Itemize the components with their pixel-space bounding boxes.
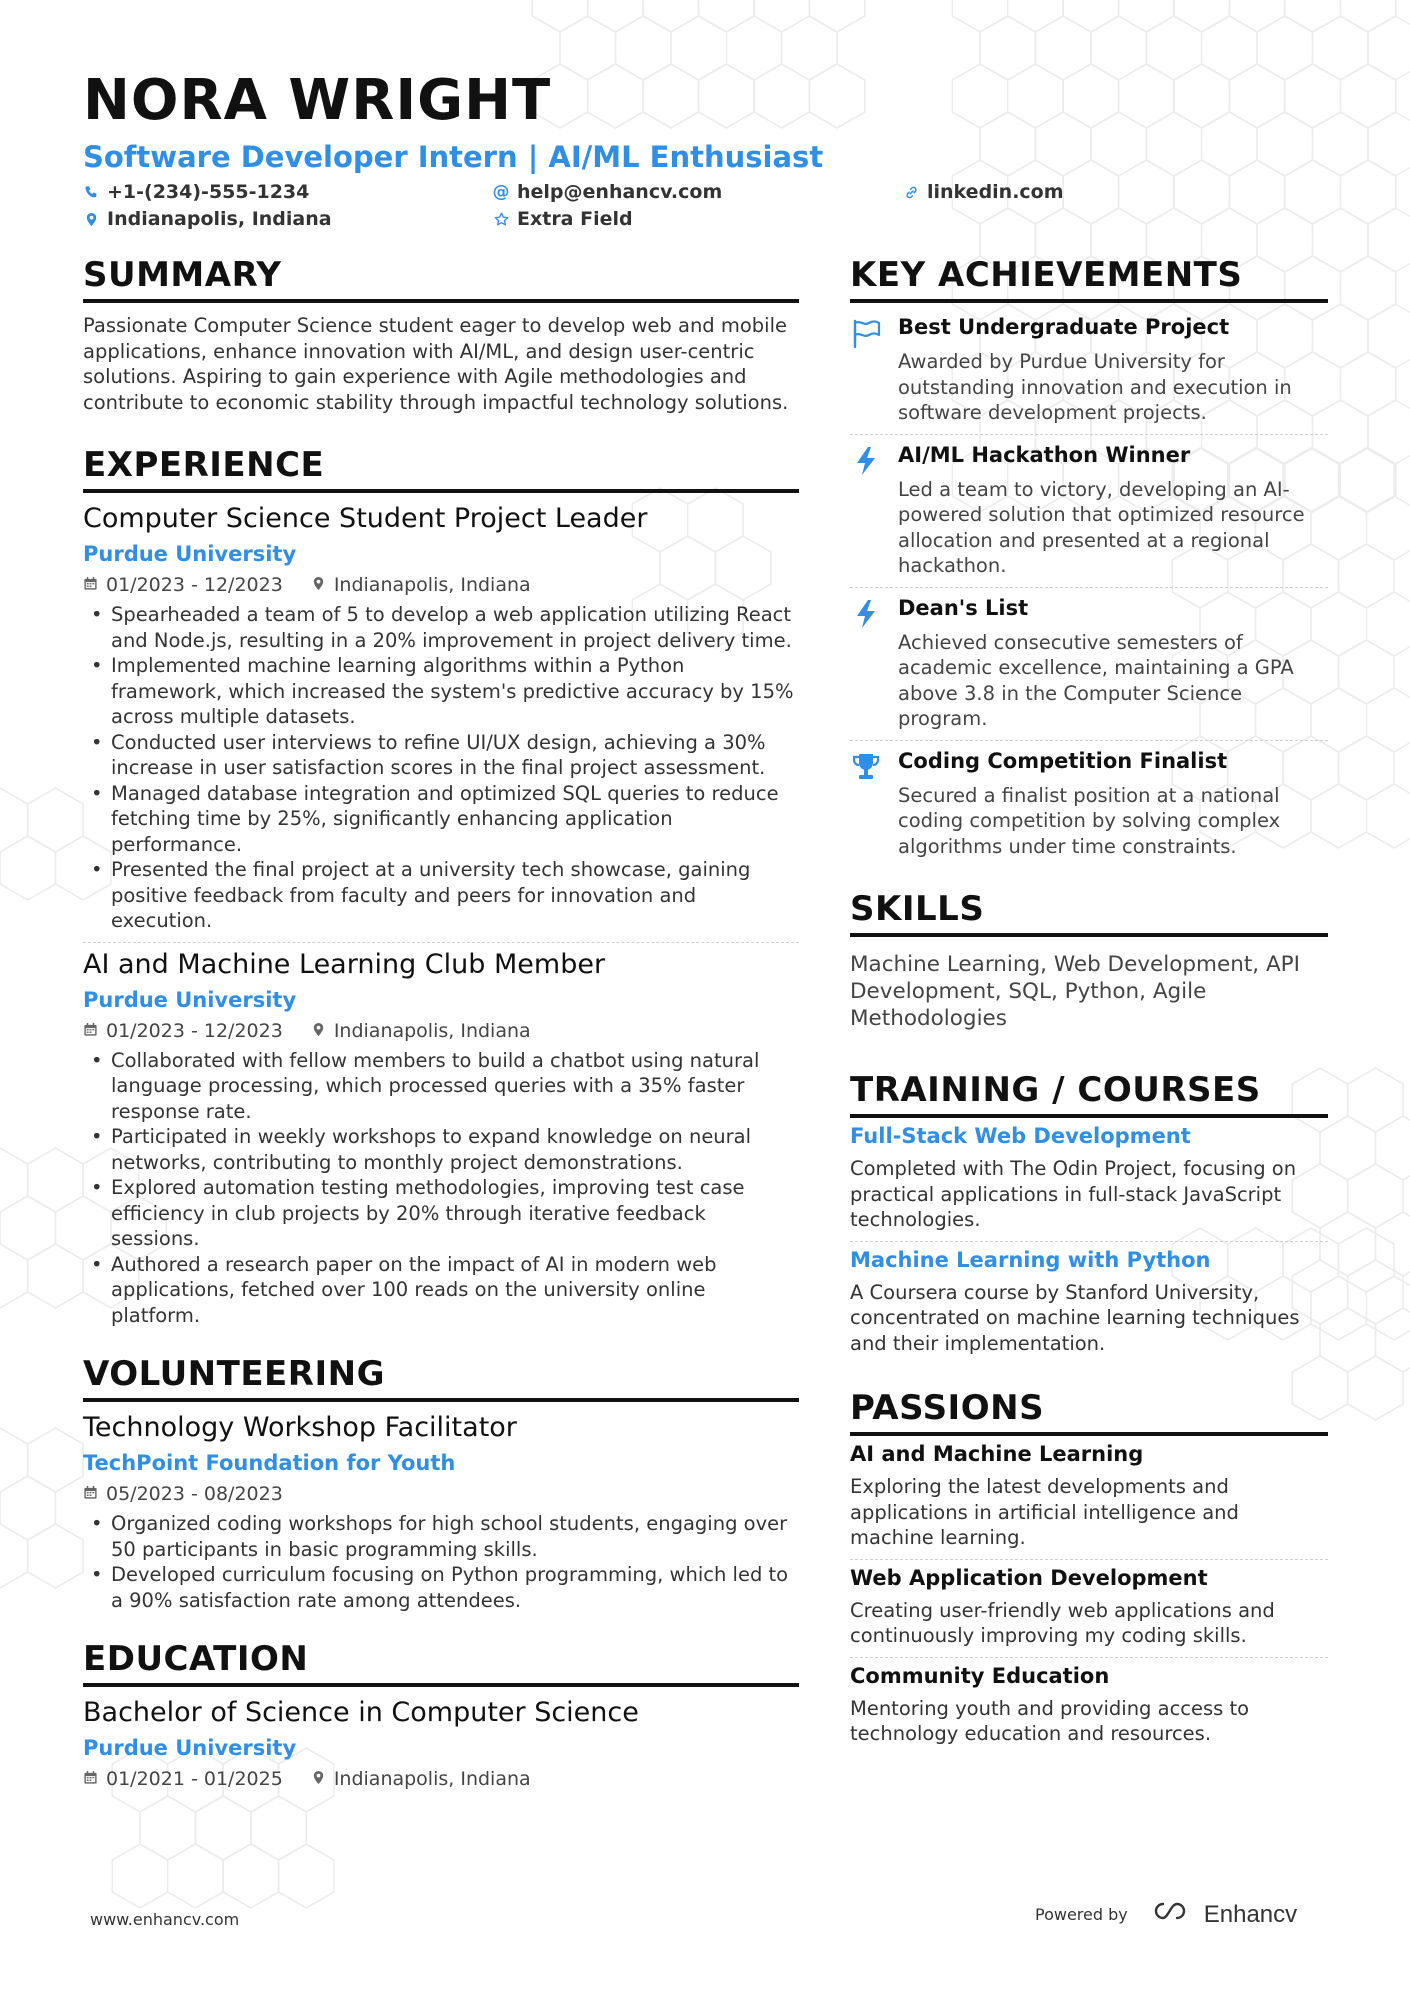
volunteering-heading: VOLUNTEERING (83, 1354, 799, 1402)
job-dates: 01/2023 - 12/2023 (106, 1019, 283, 1042)
job-title: AI and Machine Learning Club Member (83, 948, 606, 980)
passion-item (850, 1442, 1328, 1551)
volunteer-org: TechPoint Foundation for Youth (83, 1451, 456, 1475)
job-bullets (83, 1048, 799, 1329)
education-section (83, 1639, 799, 1790)
achievement-title: Dean's List (898, 595, 1029, 620)
flag-icon (850, 315, 882, 426)
job-meta (83, 1020, 799, 1042)
passion-item (850, 1566, 1328, 1649)
bullet-item: • Participated in weekly workshops to expand knowledge on neural networks, contributing to monthly project demonstrations. (111, 1124, 799, 1175)
extra-field-contact (493, 208, 633, 230)
achievements-section (850, 255, 1328, 867)
brand-name: Enhancv (1203, 1900, 1298, 1928)
passion-desc: Exploring the latest developments and applications in artificial intelligence and machine learning. (850, 1475, 1239, 1549)
experience-heading: EXPERIENCE (83, 445, 799, 493)
job-location: Indianapolis, Indiana (333, 1019, 531, 1042)
calendar-icon (83, 1483, 98, 1505)
passion-title: Web Application Development (850, 1565, 1208, 1590)
enhancv-logo[interactable] (1152, 1900, 1297, 1929)
entry-divider (850, 1559, 1328, 1560)
education-dates: 01/2021 - 01/2025 (106, 1768, 283, 1790)
calendar-icon (83, 1020, 98, 1042)
bullet-item: • Collaborated with fellow members to build a chatbot using natural language processing, which processed queries with a 35% faster response rate. (111, 1048, 799, 1125)
summary-heading: SUMMARY (83, 255, 799, 303)
course-title: Full-Stack Web Development (850, 1124, 1191, 1148)
bullet-item: • Developed curriculum focusing on Python programming, which led to a 90% satisfaction rate among attendees. (111, 1562, 799, 1613)
entry-divider (83, 942, 799, 943)
job-title: Computer Science Student Project Leader (83, 503, 648, 534)
skills-section (850, 889, 1328, 1032)
location-contact (83, 208, 332, 230)
powered-by-text: Powered by (1035, 1905, 1128, 1924)
phone-text: +1-(234)-555-1234 (107, 181, 310, 203)
lightning-icon (850, 596, 882, 732)
course-title: Machine Learning with Python (850, 1247, 1211, 1272)
enhancv-logo-icon (1152, 1900, 1196, 1929)
bullet-item: • Managed database integration and optimized SQL queries to reduce fetching time by 25%, significantly enhancing application performance. (111, 781, 799, 858)
trophy-icon (850, 749, 882, 860)
degree-title: Bachelor of Science in Computer Science (83, 1697, 639, 1728)
course-desc: A Coursera course by Stanford University, concentrated on machine learning techniques and their implementation. (850, 1280, 1300, 1355)
extra-field-text: Extra Field (517, 208, 633, 230)
passion-desc: Mentoring youth and providing access to technology education and resources. (850, 1696, 1250, 1745)
school-name: Purdue University (83, 1736, 297, 1760)
volunteer-meta (83, 1483, 799, 1505)
map-pin-icon (311, 574, 326, 596)
phone-contact[interactable] (83, 181, 309, 203)
calendar-icon (83, 574, 98, 596)
volunteer-dates: 05/2023 - 08/2023 (106, 1483, 283, 1505)
bullet-item: • Presented the final project at a university tech showcase, gaining positive feedback from faculty and peers for innovation and execution. (111, 857, 799, 934)
entry-divider (850, 1241, 1328, 1242)
education-meta (83, 1768, 799, 1790)
link-icon (903, 185, 919, 200)
company-name: Purdue University (83, 987, 297, 1012)
achievement-desc: Led a team to victory, developing an AI-powered solution that optimized resource allocation and presented at a regional hackathon. (898, 477, 1305, 577)
achievement-title: AI/ML Hackathon Winner (898, 442, 1191, 467)
entry-divider (850, 1657, 1328, 1658)
course-desc: Completed with The Odin Project, focusing on practical applications in full-stack JavaScript technologies. (850, 1157, 1297, 1231)
achievement-title: Coding Competition Finalist (898, 748, 1228, 773)
email-text: help@enhancv.com (517, 181, 723, 203)
passions-section (850, 1388, 1328, 1747)
bullet-item: • Authored a research paper on the impact of AI in modern web applications, fetched over 100 reads on the university online platform. (111, 1252, 799, 1329)
location-text: Indianapolis, Indiana (107, 208, 332, 230)
footer-website[interactable]: www.enhancv.com (90, 1910, 240, 1929)
passion-title: Community Education (850, 1663, 1110, 1688)
left-column (83, 255, 799, 1820)
bullet-item: • Organized coding workshops for high school students, engaging over 50 participants in basic programming skills. (111, 1511, 799, 1562)
footer-branding (1035, 1900, 1297, 1929)
passion-item (850, 1664, 1328, 1747)
achievement-desc: Awarded by Purdue University for outstanding innovation and execution in software development projects. (898, 350, 1292, 424)
at-icon: @ (492, 182, 510, 202)
experience-section (83, 445, 799, 1328)
summary-section (83, 255, 799, 415)
experience-entry (83, 949, 799, 1329)
skills-heading: SKILLS (850, 889, 1328, 937)
candidate-name: NORA WRIGHT (83, 68, 552, 133)
skills-list: Machine Learning, Web Development, API Development, SQL, Python, Agile Methodologies (850, 952, 1300, 1031)
job-location: Indianapolis, Indiana (333, 574, 531, 596)
candidate-tagline: Software Developer Intern | AI/ML Enthusiast (83, 140, 824, 174)
email-contact[interactable] (493, 181, 722, 203)
map-pin-icon (311, 1768, 326, 1790)
volunteering-section (83, 1354, 799, 1613)
company-name: Purdue University (83, 542, 297, 566)
achievement-item (850, 307, 1328, 435)
star-icon (493, 212, 509, 227)
map-pin-icon (311, 1020, 326, 1042)
calendar-icon (83, 1768, 98, 1790)
linkedin-contact[interactable] (903, 181, 1064, 203)
training-section (850, 1070, 1328, 1356)
job-dates: 01/2023 - 12/2023 (106, 574, 283, 596)
lightning-icon (850, 443, 882, 579)
course-item (850, 1124, 1328, 1233)
achievement-title: Best Undergraduate Project (898, 315, 1230, 339)
job-meta (83, 574, 799, 596)
passion-desc: Creating user-friendly web applications and continuously improving my coding skills. (850, 1598, 1275, 1647)
education-heading: EDUCATION (83, 1639, 799, 1687)
achievement-item (850, 588, 1328, 741)
achievement-item (850, 741, 1328, 868)
linkedin-text: linkedin.com (927, 181, 1064, 203)
phone-icon (83, 185, 99, 200)
volunteer-bullets (83, 1511, 799, 1613)
course-item (850, 1248, 1328, 1357)
passions-heading: PASSIONS (850, 1388, 1328, 1436)
passion-title: AI and Machine Learning (850, 1442, 1144, 1466)
education-location: Indianapolis, Indiana (333, 1768, 531, 1790)
training-heading: TRAINING / COURSES (850, 1070, 1328, 1118)
achievement-desc: Achieved consecutive semesters of academic excellence, maintaining a GPA above 3.8 in the Computer Science program. (898, 630, 1294, 730)
bullet-item: • Spearheaded a team of 5 to develop a web application utilizing React and Node.js, resulting in a 20% improvement in project delivery time. (111, 602, 799, 653)
volunteer-role: Technology Workshop Facilitator (83, 1412, 517, 1443)
achievement-desc: Secured a finalist position at a national coding competition by solving complex algorithms under time constraints. (898, 783, 1281, 858)
bullet-item: • Implemented machine learning algorithms within a Python framework, which increased the system's predictive accuracy by 15% across multiple datasets. (111, 653, 799, 730)
map-pin-icon (83, 212, 99, 227)
achievement-item (850, 435, 1328, 588)
bullet-item: • Conducted user interviews to refine UI/UX design, achieving a 30% increase in user satisfaction scores in the final project assessment. (111, 730, 799, 781)
right-column (850, 255, 1328, 1777)
bullet-item: • Explored automation testing methodologies, improving test case efficiency in club projects by 20% through iterative feedback sessions. (111, 1175, 799, 1252)
summary-text: Passionate Computer Science student eager to develop web and mobile applications, enhance innovation with AI/ML, and design user-centric solutions. Aspiring to gain experience with Agile methodologies and contribute to economic stability through impactful technology solutions. (83, 314, 789, 414)
experience-entry (83, 503, 799, 934)
job-bullets (83, 602, 799, 934)
achievements-heading: KEY ACHIEVEMENTS (850, 255, 1328, 303)
